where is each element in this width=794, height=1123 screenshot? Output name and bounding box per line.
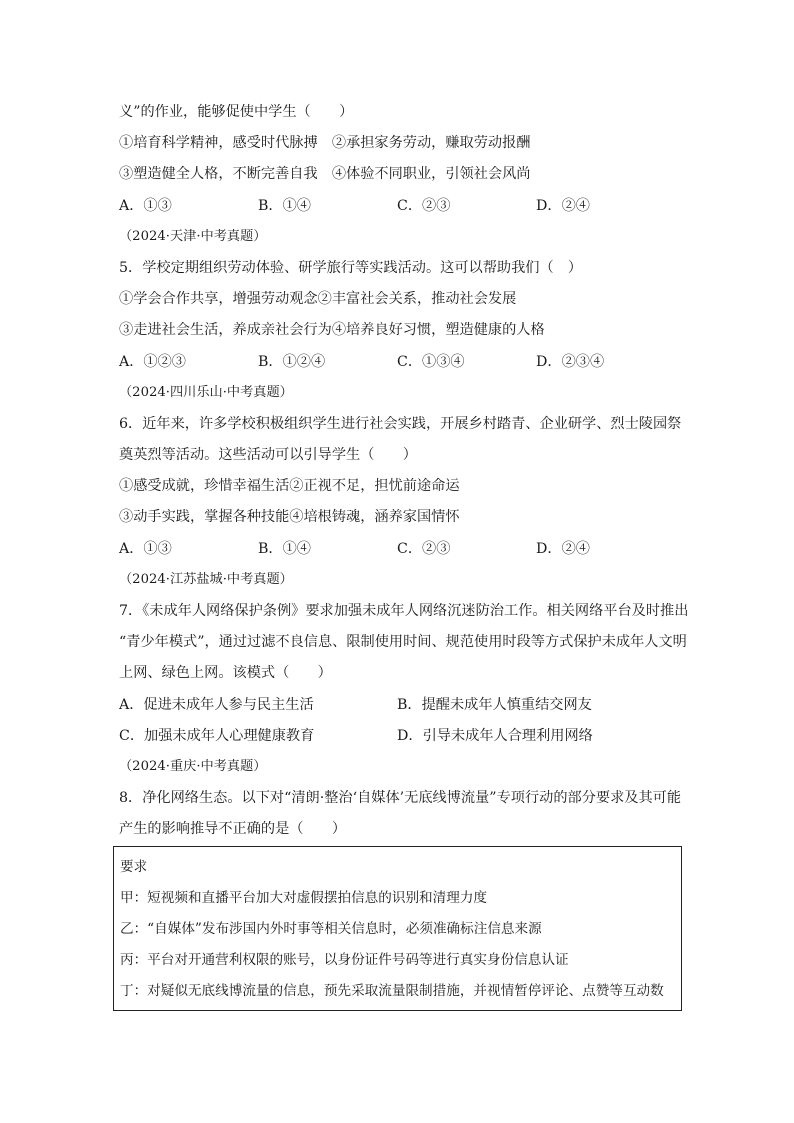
q6-option-d: D．②④	[536, 541, 590, 557]
q5-items-line-2: ③走进社会生活，养成亲社会行为④培养良好习惯，塑造健康的人格	[119, 322, 545, 338]
q6-option-b: B．①④	[258, 541, 311, 557]
q6-stem-line-2: 奠英烈等活动。这些活动可以引导学生（ ）	[119, 447, 417, 463]
q7-stem-line-1: 7．《未成年人网络保护条例》要求加强未成年人网络沉迷防治工作。相关网络平台及时推出	[119, 603, 689, 619]
q6-source: （2024·四川乐山·中考真题）	[119, 385, 293, 400]
requirements-box	[113, 846, 682, 1011]
q5-option-a: A．①②③	[119, 354, 186, 370]
q6-option-a: A．①③	[119, 541, 172, 557]
q6-items-line-2: ③动手实践，掌握各种技能④培根铸魂，涵养家国情怀	[119, 509, 460, 525]
q4-items-line-2: ③塑造健全人格，不断完善自我 ④体验不同职业，引领社会风尚	[119, 166, 531, 182]
requirement-jia: 甲：短视频和直播平台加大对虚假摆拍信息的识别和清理力度	[120, 890, 488, 906]
q7-source: （2024·江苏盐城·中考真题）	[119, 572, 293, 587]
q5-items-line-1: ①学会合作共享，增强劳动观念②丰富社会关系，推动社会发展	[119, 291, 517, 307]
requirement-bing: 丙：平台对开通营利权限的账号，以身份证件号码等进行真实身份信息认证	[120, 952, 569, 968]
q8-stem-line-2: 产生的影响推导不正确的是（ ）	[119, 821, 347, 837]
q5-option-c: C．①③④	[397, 354, 465, 370]
q7-stem-line-3: 上网、绿色上网。该模式（ ）	[119, 665, 332, 681]
q4-stem-tail: 义”的作业，能够促使中学生（ ）	[119, 104, 354, 120]
q6-stem-line-1: 6．近年来，许多学校积极组织学生进行社会实践，开展乡村踏青、企业研学、烈士陵园祭	[119, 416, 682, 432]
q7-option-c: C．加强未成年人心理健康教育	[119, 728, 315, 744]
q4-option-b: B．①④	[258, 198, 311, 214]
q5-source: （2024·天津·中考真题）	[119, 229, 267, 244]
q5-stem: 5．学校定期组织劳动体验、研学旅行等实践活动。这可以帮助我们（ ）	[119, 260, 583, 276]
q5-option-d: D．②③④	[536, 354, 605, 370]
requirements-heading: 要求	[120, 859, 148, 875]
q8-source: （2024·重庆·中考真题）	[119, 759, 267, 774]
q6-option-c: C．②③	[397, 541, 451, 557]
q5-option-b: B．①②④	[258, 354, 326, 370]
q7-option-b: B．提醒未成年人慎重结交网友	[397, 697, 592, 713]
q7-option-a: A．促进未成年人参与民主生活	[119, 697, 314, 713]
q7-stem-line-2: “青少年模式”，通过过滤不良信息、限制使用时间、规范使用时段等方式保护未成年人文明	[119, 634, 687, 650]
q4-option-d: D．②④	[536, 198, 590, 214]
requirement-ding: 丁：对疑似无底线博流量的信息，预先采取流量限制措施，并视情暂停评论、点赞等互动数	[120, 983, 664, 999]
requirement-yi: 乙：“自媒体”发布涉国内外时事等相关信息时，必须准确标注信息来源	[120, 921, 542, 937]
q7-option-d: D．引导未成年人合理利用网络	[397, 728, 593, 744]
q8-stem-line-1: 8．净化网络生态。以下对“清朗·整治‘自媒体’无底线博流量”专项行动的部分要求及其可能	[119, 790, 682, 806]
q4-option-a: A．①③	[119, 198, 172, 214]
q4-items-line-1: ①培育科学精神，感受时代脉搏 ②承担家务劳动，赚取劳动报酬	[119, 135, 531, 151]
q6-items-line-1: ①感受成就，珍惜幸福生活②正视不足，担忧前途命运	[119, 478, 460, 494]
q4-option-c: C．②③	[397, 198, 451, 214]
